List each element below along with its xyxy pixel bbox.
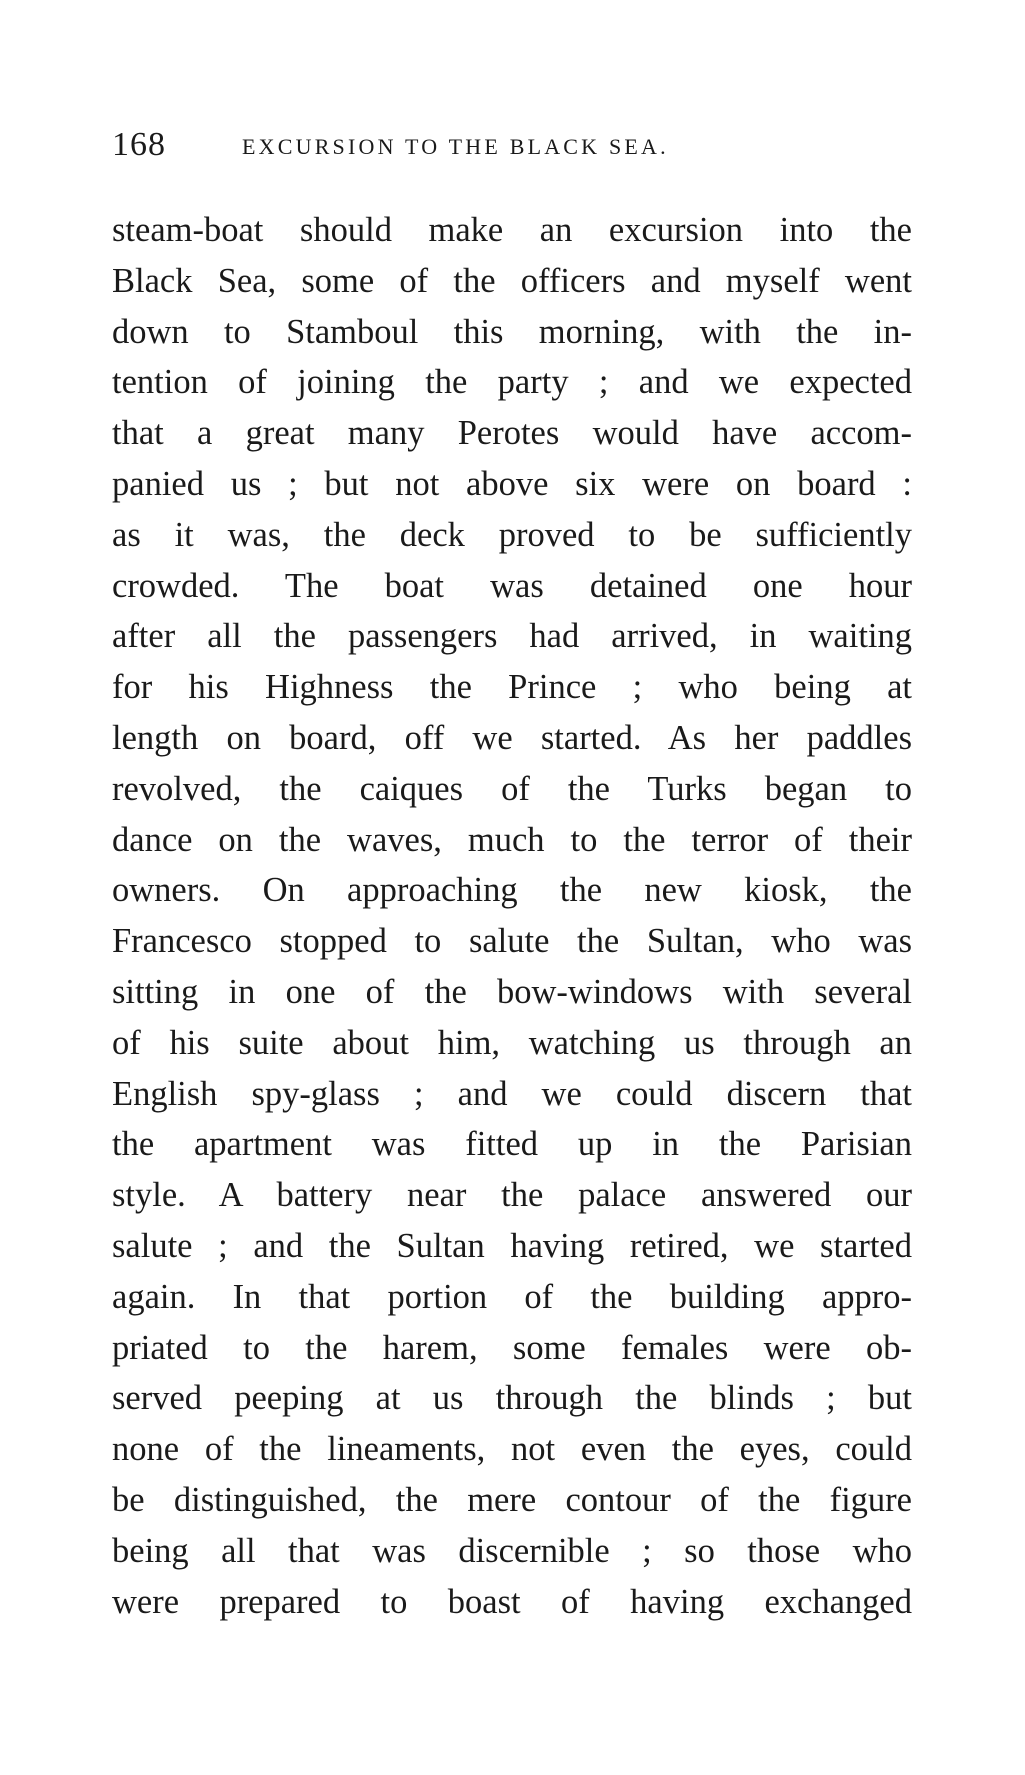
text-line: style. A battery near the palace answered our (112, 1176, 912, 1215)
text-line: crowded. The boat was detained one hour (112, 566, 912, 605)
page-number: 168 (112, 126, 166, 163)
text-line: steam-boat should make an excursion into the (112, 211, 912, 249)
text-line: sitting in one of the bow-windows with several (112, 972, 912, 1011)
text-line: panied us ; but not above six were on board : (112, 464, 912, 503)
text-line: for his Highness the Prince ; who being at (112, 668, 912, 707)
text-line: English spy-glass ; and we could discern that (112, 1074, 912, 1113)
body-text (112, 205, 912, 1627)
text-line: again. In that portion of the building appro- (112, 1277, 912, 1316)
text-line: salute ; and the Sultan having retired, we started (112, 1226, 912, 1265)
text-line: length on board, off we started. As her paddles (112, 718, 912, 757)
text-line: down to Stamboul this morning, with the in- (112, 312, 912, 351)
text-line: as it was, the deck proved to be sufficiently (112, 515, 912, 554)
text-line: be distinguished, the mere contour of the figure (112, 1480, 912, 1519)
text-line: being all that was discernible ; so those who (112, 1531, 912, 1570)
text-line: tention of joining the party ; and we expected (112, 363, 912, 402)
text-line: the apartment was fitted up in the Parisian (112, 1125, 912, 1164)
text-line: priated to the harem, some females were ob- (112, 1328, 912, 1367)
text-line: none of the lineaments, not even the eyes, could (112, 1430, 912, 1469)
text-line: were prepared to boast of having exchanged (112, 1582, 912, 1621)
text-line: Black Sea, some of the officers and myself went (112, 261, 912, 300)
text-line: Francesco stopped to salute the Sultan, who was (112, 922, 912, 961)
running-title: EXCURSION TO THE BLACK SEA. (242, 134, 669, 159)
text-line: after all the passengers had arrived, in waiting (112, 617, 912, 656)
text-line: revolved, the caiques of the Turks began to (112, 769, 912, 808)
running-head (112, 118, 912, 168)
text-line: of his suite about him, watching us through an (112, 1023, 912, 1062)
text-line: served peeping at us through the blinds ; but (112, 1379, 912, 1418)
text-line: that a great many Perotes would have accom- (112, 414, 912, 453)
text-line: owners. On approaching the new kiosk, the (112, 871, 912, 910)
text-line: dance on the waves, much to the terror of their (112, 820, 912, 859)
